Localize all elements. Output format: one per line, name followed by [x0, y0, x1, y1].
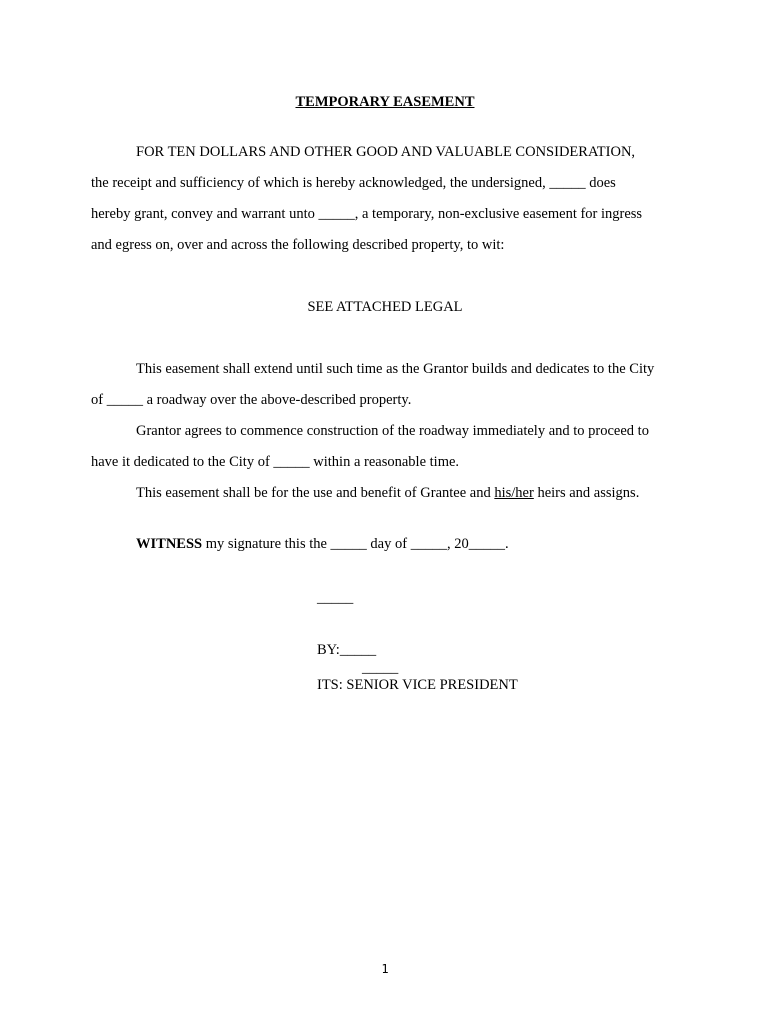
paragraph-1-line-2: the receipt and sufficiency of which is hereby acknowledged, the undersigned, _____ does [91, 175, 616, 191]
paragraph-2-line-1: This easement shall extend until such time as the Grantor builds and dedicates to the City [136, 361, 655, 377]
paragraph-1-line-3: hereby grant, convey and warrant unto _____, a temporary, non-exclusive easement for ingress [91, 206, 643, 222]
page-number: 1 [381, 962, 389, 976]
paragraph-1-line-4: and egress on, over and across the following described property, to wit: [91, 237, 505, 253]
paragraph-1-line-1: FOR TEN DOLLARS AND OTHER GOOD AND VALUABLE CONSIDERATION, [136, 144, 636, 160]
paragraph-4-underlined-pronoun: his/her [494, 485, 534, 501]
signature-blank-line: _____ [317, 590, 354, 606]
witness-text: my signature this the _____ day of _____, 20_____. [202, 536, 509, 552]
signature-by-line: BY:_____ [317, 642, 377, 658]
witness-line [136, 535, 509, 553]
document-title: TEMPORARY EASEMENT [295, 94, 475, 110]
paragraph-4 [136, 484, 639, 502]
paragraph-2-line-2: of _____ a roadway over the above-described property. [91, 392, 412, 408]
witness-label: WITNESS [136, 536, 203, 552]
paragraph-4-text-before: This easement shall be for the use and benefit of Grantee and [136, 485, 495, 501]
signature-by-second-blank: _____ [362, 660, 399, 676]
paragraph-3-line-1: Grantor agrees to commence construction of the roadway immediately and to proceed to [136, 423, 649, 439]
paragraph-3-line-2: have it dedicated to the City of _____ within a reasonable time. [91, 454, 460, 470]
signature-its-line: ITS: SENIOR VICE PRESIDENT [317, 677, 518, 693]
attached-legal-heading: SEE ATTACHED LEGAL [307, 299, 463, 315]
paragraph-4-text-after: heirs and assigns. [533, 485, 640, 501]
